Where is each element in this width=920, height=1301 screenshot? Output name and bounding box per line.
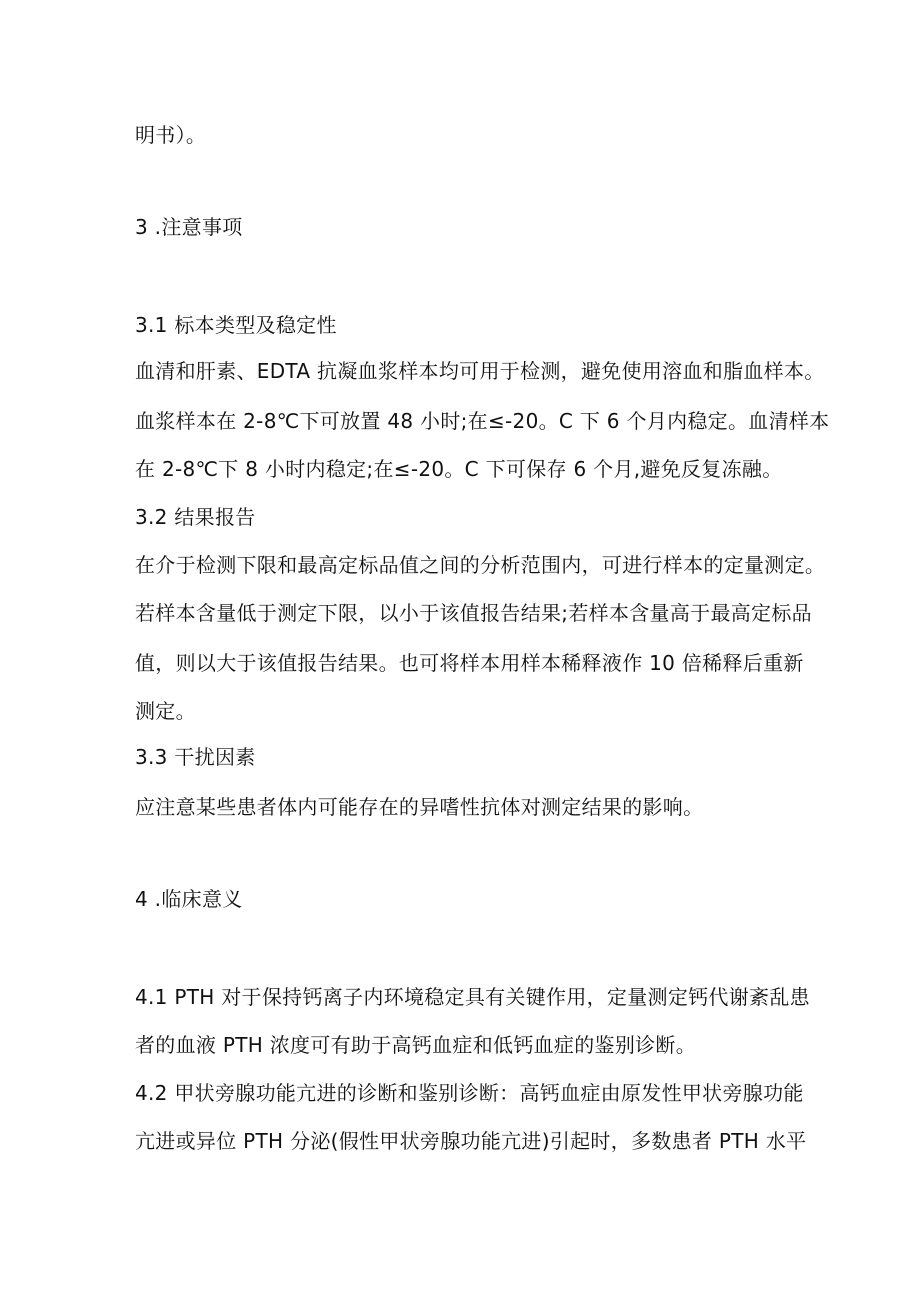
body-text-line: 4.1 PTH 对于保持钙离子内环境稳定具有关键作用，定量测定钙代谢紊乱患: [135, 985, 810, 1009]
subsection-heading-sample-type: 3.1 标本类型及稳定性: [135, 313, 337, 337]
body-text-line: 若样本含量低于测定下限，以小于该值报告结果;若样本含量高于最高定标品: [135, 601, 812, 625]
body-text-line: 值，则以大于该值报告结果。也可将样本用样本稀释液作 10 倍稀释后重新: [135, 651, 804, 675]
body-text-line: 测定。: [135, 699, 196, 723]
body-text-line: 亢进或异位 PTH 分泌(假性甲状旁腺功能亢进)引起时，多数患者 PTH 水平: [135, 1129, 807, 1153]
paragraph-continuation-line: 明书）。: [135, 123, 207, 147]
body-text-line: 血清和肝素、EDTA 抗凝血浆样本均可用于检测，避免使用溶血和脂血样本。: [135, 359, 825, 383]
section-heading-clinical-significance: 4 .临床意义: [135, 887, 243, 911]
body-text-line: 在 2-8℃下 8 小时内稳定;在≤-20。C 下可保存 6 个月,避免反复冻融。: [135, 457, 783, 481]
body-text-line: 血浆样本在 2-8℃下可放置 48 小时;在≤-20。C 下 6 个月内稳定。血清样本: [135, 409, 830, 433]
body-text-line: 在介于检测下限和最高定标品值之间的分析范围内，可进行样本的定量测定。: [135, 553, 826, 577]
body-text-line: 应注意某些患者体内可能存在的异嗜性抗体对测定结果的影响。: [135, 795, 704, 819]
subsection-heading-result-report: 3.2 结果报告: [135, 505, 256, 529]
subsection-heading-interference: 3.3 干扰因素: [135, 745, 256, 769]
body-text-line: 4.2 甲状旁腺功能亢进的诊断和鉴别诊断：高钙血症由原发性甲状旁腺功能: [135, 1081, 804, 1105]
section-heading-precautions: 3 .注意事项: [135, 215, 243, 239]
body-text-line: 者的血液 PTH 浓度可有助于高钙血症和低钙血症的鉴别诊断。: [135, 1033, 697, 1057]
